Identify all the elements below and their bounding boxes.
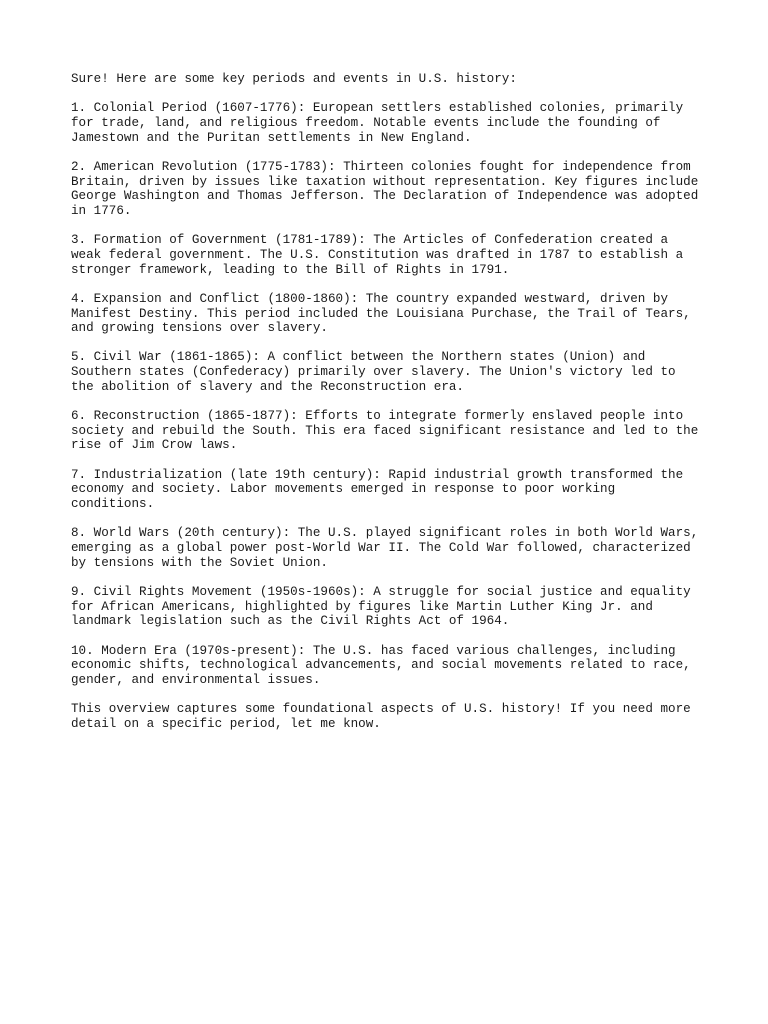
history-period-paragraph [71, 526, 751, 570]
text-line: economic shifts, technological advancements, and social movements related to race, [71, 658, 691, 673]
text-line: stronger framework, leading to the Bill of Rights in 1791. [71, 262, 510, 277]
text-line: Britain, driven by issues like taxation without representation. Key figures include [71, 174, 699, 189]
text-line: landmark legislation such as the Civil Rights Act of 1964. [71, 614, 510, 629]
text-line: Manifest Destiny. This period included the Louisiana Purchase, the Trail of Tears, [71, 306, 691, 321]
history-period-paragraph [71, 350, 751, 394]
text-line: 8. World Wars (20th century): The U.S. played significant roles in both World Wars, [71, 526, 699, 541]
text-line: Sure! Here are some key periods and events in U.S. history: [71, 72, 517, 86]
text-line: 7. Industrialization (late 19th century): Rapid industrial growth transformed the [71, 467, 684, 482]
text-line: Jamestown and the Puritan settlements in New England. [71, 130, 472, 145]
history-period-paragraph [71, 160, 751, 219]
text-line: 6. Reconstruction (1865-1877): Efforts to integrate formerly enslaved people into [71, 409, 684, 424]
text-line: the abolition of slavery and the Reconstruction era. [71, 379, 464, 394]
text-line: This overview captures some foundational aspects of U.S. history! If you need more [71, 702, 691, 717]
history-period-paragraph [71, 409, 751, 453]
text-line: 10. Modern Era (1970s-present): The U.S. has faced various challenges, including [71, 643, 676, 658]
text-line: for trade, land, and religious freedom. Notable events include the founding of [71, 115, 661, 130]
history-period-paragraph [71, 292, 751, 336]
text-line: rise of Jim Crow laws. [71, 438, 238, 453]
intro-paragraph [71, 72, 751, 87]
history-period-paragraph [71, 644, 751, 688]
text-line: for African Americans, highlighted by figures like Martin Luther King Jr. and [71, 599, 653, 614]
text-line: 9. Civil Rights Movement (1950s-1960s): A struggle for social justice and equality [71, 584, 691, 599]
text-line: conditions. [71, 497, 155, 512]
text-line: and growing tensions over slavery. [71, 321, 328, 336]
text-line: Southern states (Confederacy) primarily over slavery. The Union's victory led to [71, 365, 676, 380]
history-period-paragraph [71, 468, 751, 512]
text-line: detail on a specific period, let me know. [71, 716, 381, 731]
text-line: 4. Expansion and Conflict (1800-1860): The country expanded westward, driven by [71, 291, 669, 306]
text-line: society and rebuild the South. This era faced significant resistance and led to the [71, 423, 699, 438]
history-period-paragraph [71, 585, 751, 629]
text-line: emerging as a global power post-World War II. The Cold War followed, characterized [71, 541, 691, 555]
text-line: gender, and environmental issues. [71, 672, 321, 687]
document-body [71, 72, 751, 746]
history-period-paragraph [71, 101, 751, 145]
history-period-paragraph [71, 233, 751, 277]
text-line: 1. Colonial Period (1607-1776): European settlers established colonies, primarily [71, 101, 684, 116]
text-line: George Washington and Thomas Jefferson. The Declaration of Independence was adopted [71, 189, 699, 204]
text-line: 2. American Revolution (1775-1783): Thirteen colonies fought for independence from [71, 159, 691, 174]
text-line: in 1776. [71, 203, 132, 218]
text-line: weak federal government. The U.S. Constitution was drafted in 1787 to establish a [71, 247, 684, 262]
text-line: economy and society. Labor movements emerged in response to poor working [71, 482, 616, 497]
text-line: 5. Civil War (1861-1865): A conflict between the Northern states (Union) and [71, 350, 646, 365]
text-line: by tensions with the Soviet Union. [71, 555, 328, 570]
closing-paragraph [71, 702, 751, 731]
text-line: 3. Formation of Government (1781-1789): The Articles of Confederation created a [71, 233, 669, 248]
